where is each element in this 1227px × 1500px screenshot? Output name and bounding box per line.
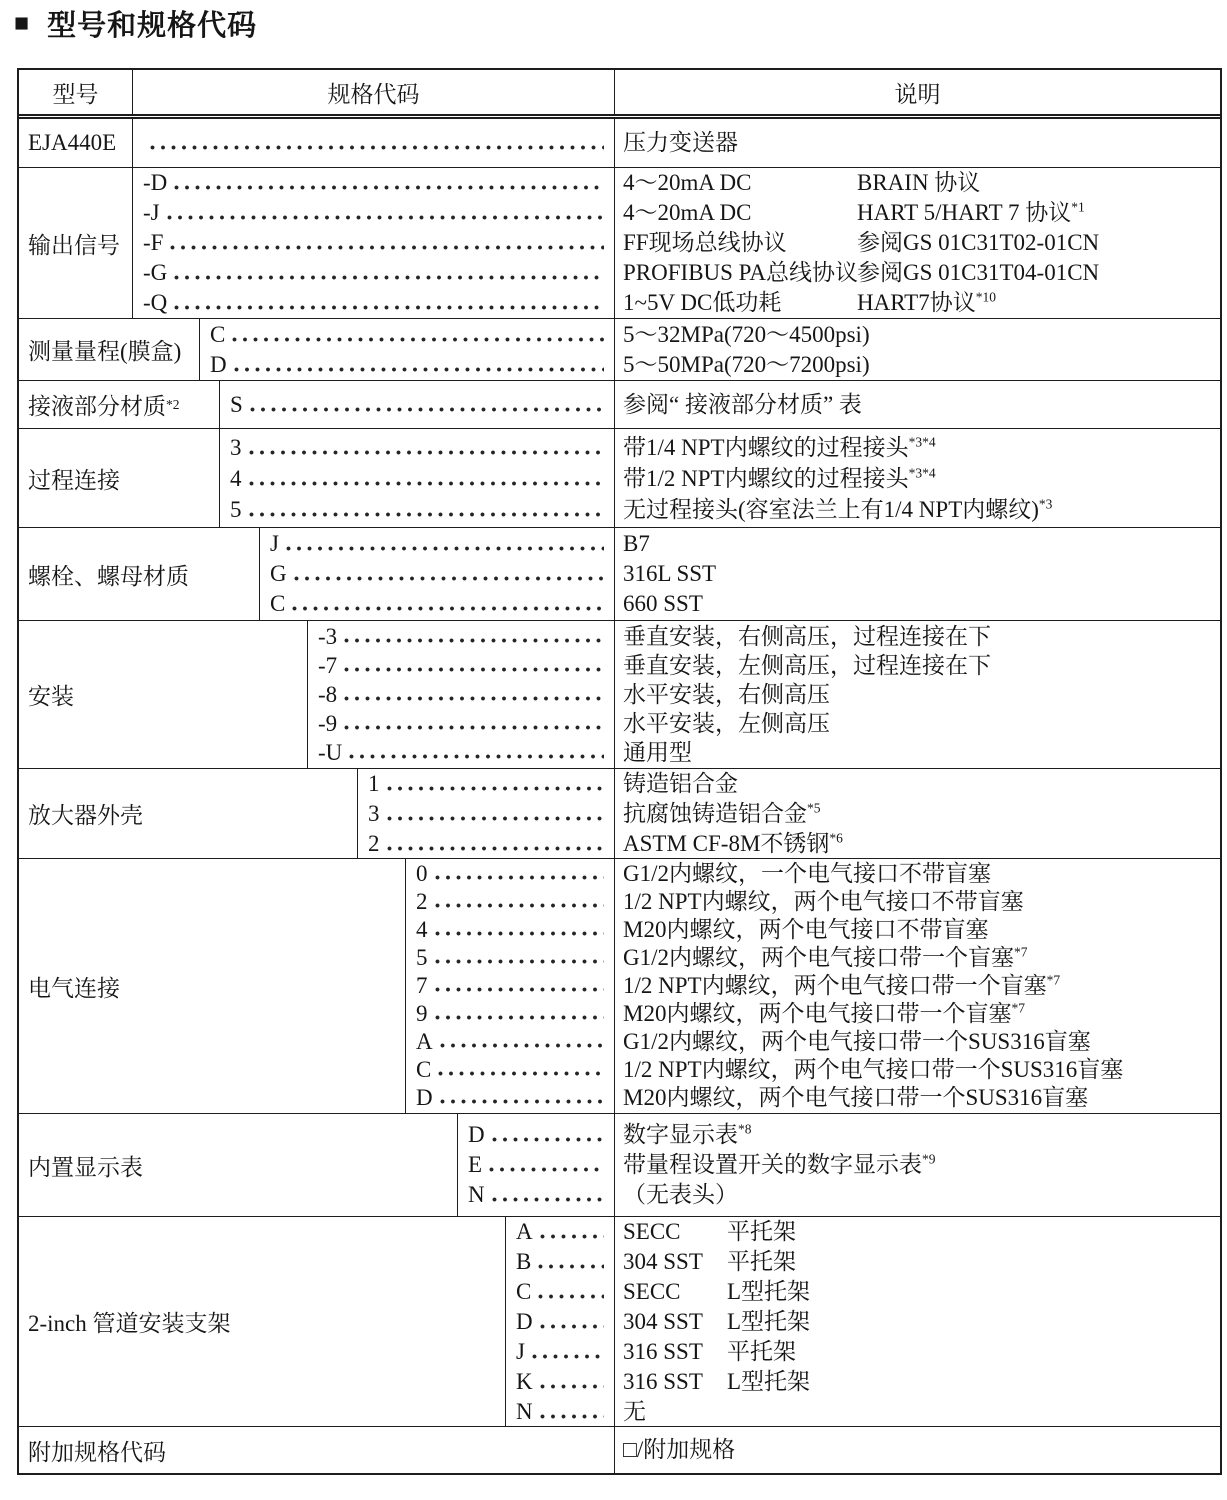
description-text: （无表头）	[623, 1182, 738, 1207]
dotted-leader	[344, 696, 604, 701]
description-bracket-type: 平托架	[727, 1248, 796, 1274]
description-bracket-type: L型托架	[727, 1308, 811, 1334]
dotted-leader	[540, 1384, 604, 1389]
dotted-leader	[435, 875, 605, 880]
dotted-leader	[540, 1414, 604, 1419]
spec-code: -U	[318, 740, 343, 765]
spec-code: B	[516, 1248, 532, 1274]
spec-code: 5	[230, 496, 242, 522]
dotted-leader	[249, 450, 605, 455]
spec-code: -J	[143, 200, 160, 225]
dotted-leader	[234, 367, 604, 372]
dotted-leader	[435, 931, 605, 936]
row-label: 输出信号	[19, 168, 133, 318]
spec-code: J	[270, 531, 279, 556]
spec-code: D	[516, 1308, 533, 1334]
section-square-icon: ■	[14, 10, 31, 37]
dotted-leader	[435, 959, 605, 964]
description-cell	[614, 621, 1220, 768]
description-cell	[614, 1427, 1220, 1473]
dotted-leader	[167, 215, 604, 220]
description-text: 304 SST	[623, 1308, 703, 1334]
spec-code: 9	[416, 1001, 428, 1026]
spec-code: N	[468, 1182, 485, 1207]
description-text: 带量程设置开关的数字显示表$^{*9}$	[623, 1151, 936, 1177]
table-row-amplifier-housing	[19, 768, 1220, 858]
spec-code: -F	[143, 230, 164, 255]
dotted-leader	[540, 1234, 604, 1239]
description-text: 1/2 NPT内螺纹，两个电气接口不带盲塞	[623, 889, 1024, 914]
description-bracket-type: L型托架	[727, 1278, 811, 1304]
description-bracket-type: L型托架	[727, 1368, 811, 1394]
description-text: 水平安装，右侧高压	[623, 682, 830, 707]
dotted-leader	[249, 512, 605, 517]
description-cell	[614, 528, 1220, 620]
spec-code: 5	[416, 945, 428, 970]
description-text: 4～20mA DC	[623, 170, 752, 195]
spec-code: 4	[230, 465, 242, 491]
spec-code: -8	[318, 682, 338, 707]
description-cell	[614, 1114, 1220, 1216]
dotted-leader	[344, 638, 604, 643]
header-model: 型号	[19, 70, 133, 114]
spec-code: D	[210, 351, 227, 377]
row-label: 螺栓、螺母材质	[19, 528, 260, 620]
model-spec-table	[17, 68, 1222, 1475]
spec-code-cell	[220, 429, 614, 527]
row-label: 过程连接	[19, 429, 220, 527]
dotted-leader	[387, 846, 605, 851]
description-text: G1/2内螺纹，两个电气接口带一个SUS316盲塞	[623, 1029, 1091, 1054]
spec-code: 2	[416, 889, 428, 914]
description-text: 垂直安装，左侧高压，过程连接在下	[623, 653, 991, 678]
table-row-optional-codes	[19, 1426, 1220, 1473]
table-row-model	[19, 119, 1220, 167]
page-title	[14, 3, 257, 44]
dotted-leader	[174, 185, 604, 190]
dotted-leader	[170, 245, 604, 250]
dotted-leader	[292, 606, 604, 611]
spec-code-cell	[406, 859, 614, 1113]
spec-code: S	[230, 391, 243, 417]
spec-code: K	[516, 1368, 533, 1394]
row-label: 2-inch 管道安装支架	[19, 1217, 506, 1426]
description-cell	[614, 1217, 1220, 1426]
dotted-leader	[438, 1071, 604, 1076]
description-text: 316 SST	[623, 1338, 703, 1364]
spec-code: N	[516, 1398, 533, 1424]
spec-code: 7	[416, 973, 428, 998]
spec-code: G	[270, 561, 287, 586]
spec-code: 4	[416, 917, 428, 942]
spec-code: 3	[230, 434, 242, 460]
description-text: 压力变送器	[623, 130, 738, 155]
description-protocol: HART 5/HART 7 协议$^{*1}$	[857, 199, 1085, 225]
dotted-leader	[349, 754, 604, 759]
description-text: 316 SST	[623, 1368, 703, 1394]
description-text: 5～50MPa(720～7200psi)	[623, 351, 870, 377]
row-label: 电气连接	[19, 859, 406, 1113]
spec-code-cell	[358, 769, 614, 858]
dotted-leader	[492, 1197, 604, 1202]
dotted-leader	[174, 275, 604, 280]
dotted-leader	[538, 1264, 604, 1269]
description-text: 无过程接头(容室法兰上有1/4 NPT内螺纹)$^{*3}$	[623, 495, 1053, 522]
dotted-leader	[286, 546, 604, 551]
description-protocol: BRAIN 协议	[857, 170, 981, 195]
page-title-text: 型号和规格代码	[47, 10, 258, 42]
description-protocol: HART7协议$^{*10}$	[857, 289, 996, 315]
description-text: 1/2 NPT内螺纹，两个电气接口带一个盲塞$^{*7}$	[623, 972, 1061, 998]
description-text: 垂直安装，右侧高压，过程连接在下	[623, 624, 991, 649]
row-label: 附加规格代码	[28, 1439, 166, 1465]
description-text: 4～20mA DC	[623, 200, 752, 225]
spec-code: J	[516, 1338, 525, 1364]
header-description: 说明	[614, 70, 1220, 114]
table-header-row	[19, 70, 1220, 119]
description-cell	[614, 859, 1220, 1113]
spec-code: -9	[318, 711, 338, 736]
dotted-leader	[250, 407, 604, 412]
description-text: ASTM CF-8M不锈钢$^{*6}$	[623, 829, 843, 856]
description-text: 铸造铝合金	[623, 770, 738, 796]
spec-code: C	[416, 1057, 432, 1082]
description-bracket-type: 平托架	[727, 1218, 796, 1244]
description-text: 通用型	[623, 740, 692, 765]
spec-code: -Q	[143, 290, 168, 315]
spec-code: -3	[318, 624, 338, 649]
table-row-output-signal	[19, 167, 1220, 318]
spec-code-cell	[308, 621, 614, 768]
description-text: 无	[623, 1398, 646, 1424]
description-text: G1/2内螺纹，一个电气接口不带盲塞	[623, 861, 991, 886]
dotted-leader	[538, 1294, 604, 1299]
dotted-leader	[532, 1354, 604, 1359]
description-text: 5～32MPa(720～4500psi)	[623, 321, 870, 347]
row-label: 安装	[19, 621, 308, 768]
description-text: 带1/4 NPT内螺纹的过程接头$^{*3*4}$	[623, 433, 936, 460]
description-text: 1~5V DC低功耗	[623, 290, 782, 315]
spec-code: -7	[318, 653, 338, 678]
spec-code: E	[468, 1152, 483, 1177]
description-text: B7	[623, 531, 650, 556]
table-row-installation	[19, 620, 1220, 768]
table-row-wetted-parts	[19, 380, 1220, 428]
row-label: 接液部分材质 *2	[19, 381, 220, 428]
description-bracket-type: 平托架	[727, 1338, 796, 1364]
dotted-leader	[489, 1167, 604, 1172]
header-spec-code: 规格代码	[327, 81, 420, 107]
spec-code: A	[516, 1218, 533, 1244]
dotted-leader	[174, 305, 604, 310]
description-text: 抗腐蚀铸造铝合金$^{*5}$	[623, 799, 821, 826]
spec-code: C	[270, 591, 286, 616]
spec-code: 0	[416, 861, 428, 886]
dotted-leader	[435, 1015, 605, 1020]
description-cell	[614, 119, 1220, 167]
spec-code-cell	[220, 381, 614, 428]
description-text: □/附加规格	[623, 1437, 736, 1462]
spec-code: D	[416, 1085, 433, 1110]
dotted-leader	[344, 667, 604, 672]
dotted-leader	[540, 1324, 604, 1329]
description-text: 304 SST	[623, 1248, 703, 1274]
dotted-leader	[232, 337, 604, 342]
description-text: 带1/2 NPT内螺纹的过程接头$^{*3*4}$	[623, 464, 936, 491]
dotted-leader	[387, 816, 605, 821]
spec-code: 2	[368, 830, 380, 856]
spec-code: 3	[368, 800, 380, 826]
description-cell	[614, 381, 1220, 428]
description-text: 316L SST	[623, 561, 717, 586]
row-label: 内置显示表	[19, 1114, 458, 1216]
spec-code-cell	[506, 1217, 614, 1426]
description-text: M20内螺纹，两个电气接口带一个SUS316盲塞	[623, 1085, 1089, 1110]
spec-code-cell	[133, 119, 614, 167]
dotted-leader	[344, 725, 604, 730]
description-text: SECC	[623, 1278, 681, 1304]
dotted-leader	[440, 1043, 604, 1048]
row-label: EJA440E	[19, 119, 133, 167]
spec-code: C	[210, 321, 226, 347]
description-cell	[614, 769, 1220, 858]
description-cell	[614, 429, 1220, 527]
description-text: FF现场总线协议	[623, 230, 787, 255]
table-row-bolt-nut-material	[19, 527, 1220, 620]
description-protocol: 参阅GS 01C31T02-01CN	[857, 230, 1100, 255]
spec-code-cell	[260, 528, 614, 620]
table-row-electrical-connection	[19, 858, 1220, 1113]
spec-code: 1	[368, 770, 380, 796]
description-text: SECC	[623, 1218, 681, 1244]
table-row-mounting-bracket	[19, 1216, 1220, 1426]
spec-code-cell	[133, 168, 614, 318]
spec-code-cell	[200, 319, 614, 380]
description-text: M20内螺纹，两个电气接口不带盲塞	[623, 917, 989, 942]
dotted-leader	[387, 786, 605, 791]
spec-code: -G	[143, 260, 168, 285]
dotted-leader	[492, 1137, 604, 1142]
description-text: 数字显示表$^{*8}$	[623, 1121, 752, 1147]
spec-code: -D	[143, 170, 168, 195]
spec-code-cell	[458, 1114, 614, 1216]
spec-code: A	[416, 1029, 433, 1054]
spec-code: C	[516, 1278, 532, 1304]
table-row-process-connection	[19, 428, 1220, 527]
dotted-leader	[435, 903, 605, 908]
dotted-leader	[294, 576, 604, 581]
row-label: 放大器外壳	[19, 769, 358, 858]
dotted-leader	[435, 987, 605, 992]
dotted-leader	[249, 481, 605, 486]
description-cell	[614, 319, 1220, 380]
dotted-leader	[440, 1099, 604, 1104]
description-text: G1/2内螺纹，两个电气接口带一个盲塞$^{*7}$	[623, 944, 1028, 970]
table-row-integral-indicator	[19, 1113, 1220, 1216]
spec-code: D	[468, 1122, 485, 1147]
description-text: 参阅“ 接液部分材质” 表	[623, 391, 862, 417]
dotted-leader	[150, 145, 604, 150]
description-text: 660 SST	[623, 591, 703, 616]
description-text: PROFIBUS PA总线协议	[623, 260, 858, 285]
description-text: 水平安装，左侧高压	[623, 711, 830, 736]
description-protocol: 参阅GS 01C31T04-01CN	[857, 260, 1100, 285]
description-cell	[614, 168, 1220, 318]
description-text: 1/2 NPT内螺纹，两个电气接口带一个SUS316盲塞	[623, 1057, 1124, 1082]
description-text: M20内螺纹，两个电气接口带一个盲塞$^{*7}$	[623, 1000, 1025, 1026]
table-row-measurement-span	[19, 318, 1220, 380]
row-label: 测量量程(膜盒)	[19, 319, 200, 380]
